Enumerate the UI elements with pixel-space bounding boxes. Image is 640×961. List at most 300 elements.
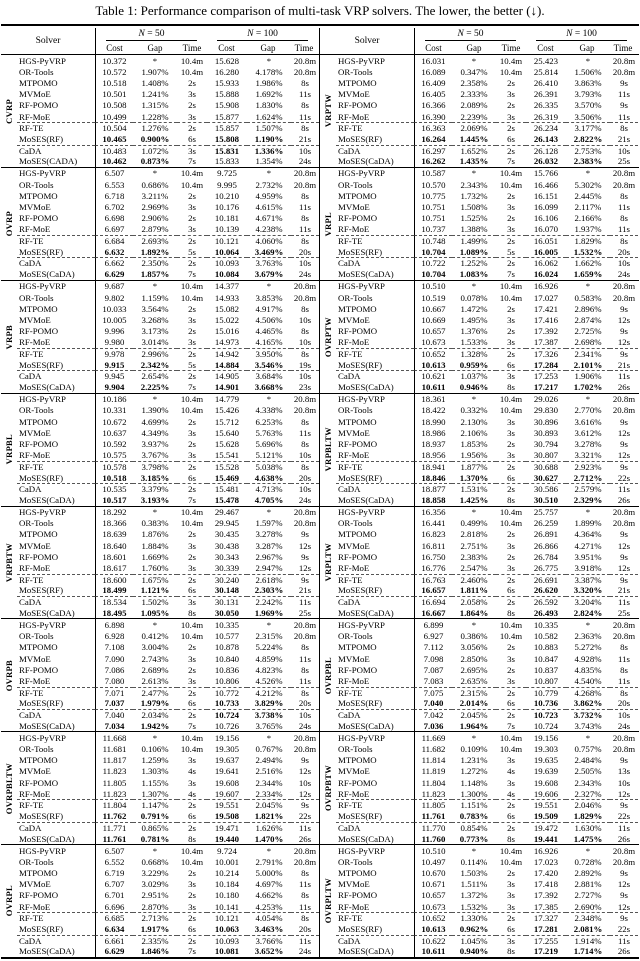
value-cell: 1.276% — [133, 122, 177, 133]
rows-container — [17, 281, 319, 393]
value-cell: * — [152, 281, 158, 292]
table-row — [336, 168, 638, 179]
value-cell: 18.600 — [95, 574, 133, 585]
solver-name: RF-MoE — [19, 224, 51, 235]
table-row — [336, 868, 638, 879]
solver-name: RF-MoE — [338, 901, 370, 912]
value-cell: 3s — [188, 879, 196, 890]
value-cell: 20.8m — [612, 281, 636, 292]
value-cell: 11s — [299, 901, 311, 912]
table-row — [17, 246, 319, 257]
value-cell: 0.412% — [141, 631, 169, 642]
value-cell: 16.062 — [526, 257, 566, 268]
rows-container — [17, 619, 319, 731]
value-cell: 16.356 — [414, 507, 452, 518]
value-cell: 1.372% — [460, 890, 488, 901]
value-cell: 9s — [620, 100, 628, 111]
table-row — [336, 551, 638, 562]
value-cell: * — [152, 845, 158, 856]
value-cell: 3s — [507, 337, 515, 348]
value-cell: 1.159% — [141, 292, 169, 303]
value-cell: 18.422 — [414, 405, 452, 416]
value-cell: 20s — [617, 698, 631, 709]
value-cell: 11s — [299, 879, 311, 890]
solver-name: MoSES(RF) — [19, 924, 63, 935]
value-cell: 4.338% — [255, 405, 283, 416]
value-cell: 10.121 — [207, 912, 247, 923]
table-row — [17, 405, 319, 416]
value-cell: 10.4m — [180, 732, 204, 743]
value-cell: 18.956 — [414, 450, 452, 461]
table-row — [17, 507, 319, 518]
value-cell: 9s — [620, 755, 628, 766]
value-cell: 8s — [507, 833, 515, 844]
value-cell: 18.986 — [414, 427, 452, 438]
right-half-block — [319, 507, 638, 619]
value-cell: 2.579% — [566, 483, 610, 494]
value-cell: * — [585, 507, 591, 518]
value-cell: 26.259 — [533, 518, 559, 529]
value-cell: 1.336% — [247, 145, 291, 156]
table-row — [336, 133, 638, 144]
value-cell: 2.089% — [460, 100, 488, 111]
value-cell: 22s — [617, 472, 631, 483]
value-cell: 15.712 — [214, 416, 240, 427]
value-cell: 3.951% — [574, 551, 602, 562]
value-cell: 24s — [298, 269, 312, 280]
value-cell: 3.766% — [247, 935, 291, 946]
value-cell: 26.775 — [533, 563, 559, 574]
value-cell: 19s — [298, 359, 312, 370]
value-cell: 9s — [610, 574, 638, 585]
table-row — [17, 483, 319, 494]
value-cell: 9s — [291, 799, 319, 810]
value-cell: 10.4m — [499, 845, 523, 856]
solver-name: RF-TE — [17, 574, 95, 585]
value-cell: 7.037 — [95, 698, 133, 709]
value-cell: 8s — [620, 213, 628, 224]
solver-name: MVMoE — [338, 540, 370, 551]
table-row — [336, 201, 638, 212]
solver-name: MVMoE — [338, 427, 370, 438]
group-label: OVRP — [4, 211, 14, 237]
value-cell: 20.8m — [293, 856, 317, 867]
value-cell: 10.840 — [214, 653, 240, 664]
value-cell: 16.099 — [533, 202, 559, 213]
solver-name: RF-MoE — [338, 788, 370, 799]
table-row — [17, 879, 319, 890]
value-cell: 10.4m — [180, 744, 204, 755]
value-cell: 8s — [301, 77, 309, 88]
value-cell: 8s — [507, 946, 515, 957]
value-cell: 3.793% — [574, 89, 602, 100]
value-cell: 6.634 — [95, 923, 133, 934]
value-cell: 8s — [291, 912, 319, 923]
value-cell: 2.343% — [460, 179, 488, 190]
value-cell: 3s — [507, 314, 515, 325]
value-cell: 4.705% — [254, 494, 284, 505]
table-row — [17, 845, 319, 856]
value-cell: 10.570 — [414, 179, 452, 190]
solver-name: MVMoE — [19, 540, 51, 551]
table-row — [336, 507, 638, 518]
value-cell: 6.702 — [95, 201, 133, 212]
value-cell: 19.608 — [214, 777, 240, 788]
header-left-half — [1, 28, 319, 54]
value-cell: 1.702% — [573, 382, 603, 393]
value-cell: 18.495 — [95, 607, 133, 618]
value-cell: 0.783% — [459, 811, 489, 822]
value-cell: 25s — [617, 607, 631, 618]
value-cell: 2.770% — [574, 405, 602, 416]
value-cell: 10.499 — [95, 111, 133, 122]
value-cell: 4.928% — [574, 653, 602, 664]
value-cell: 17.284 — [533, 359, 559, 370]
variant-block-pair — [1, 280, 639, 393]
value-cell: 7.098 — [414, 653, 452, 664]
solver-name: MVMoE — [19, 202, 51, 213]
value-cell: 18.617 — [95, 562, 133, 573]
value-cell: 3.853% — [255, 292, 283, 303]
solver-name: RF-TE — [336, 348, 414, 359]
value-cell: 16.297 — [414, 145, 452, 156]
value-cell: 1.964% — [459, 720, 489, 731]
value-cell: 19.639 — [533, 766, 559, 777]
value-cell: 11.805 — [95, 777, 133, 788]
solver-name: MoSES(RF) — [338, 811, 382, 822]
solver-name: CaDA — [17, 822, 95, 833]
value-cell: 1.692% — [255, 89, 283, 100]
gap-header: Gap — [466, 42, 482, 53]
value-cell: 16.031 — [414, 55, 452, 66]
value-cell: 10.210 — [214, 190, 240, 201]
solver-name: MoSES(CaDA) — [338, 720, 394, 731]
value-cell: 17.217 — [533, 382, 559, 393]
value-cell: 4.835% — [574, 664, 602, 675]
value-cell: 3s — [188, 111, 196, 122]
table-row — [336, 698, 638, 709]
solver-name: MTPOMO — [338, 642, 377, 653]
solver-name: MTPOMO — [19, 868, 58, 879]
value-cell: 18.877 — [414, 483, 452, 494]
value-cell: 11s — [299, 224, 311, 235]
value-cell: 3s — [188, 901, 196, 912]
value-cell: 0.962% — [459, 924, 489, 935]
value-cell: 11.823 — [95, 788, 133, 799]
value-cell: 9.802 — [95, 292, 133, 303]
value-cell: 2.239% — [460, 111, 488, 122]
solver-name: MTPOMO — [338, 190, 377, 201]
value-cell: 3.763% — [247, 257, 291, 268]
value-cell: 20s — [298, 472, 312, 483]
value-cell: 10.587 — [414, 168, 452, 179]
value-cell: 11s — [618, 653, 630, 664]
table-row — [336, 89, 638, 100]
value-cell: 10.652 — [414, 348, 452, 359]
table-row — [17, 755, 319, 766]
solver-name: HGS-PyVRP — [338, 394, 385, 405]
variant-block-pair — [1, 393, 639, 506]
group-label-column — [1, 394, 17, 506]
value-cell: 20s — [617, 246, 631, 257]
value-cell: 10.878 — [214, 642, 240, 653]
value-cell: 11s — [299, 675, 311, 686]
rows-container — [336, 55, 638, 167]
value-cell: 0.383% — [141, 518, 169, 529]
value-cell: * — [266, 168, 272, 179]
table-row — [336, 337, 638, 348]
table-row — [336, 269, 638, 280]
value-cell: 0.757% — [574, 744, 602, 755]
value-cell: 3.173% — [141, 326, 169, 337]
value-cell: 21s — [617, 585, 631, 596]
value-cell: 4.671% — [255, 213, 283, 224]
value-cell: 2.713% — [133, 912, 177, 923]
value-cell: 2.341% — [566, 348, 610, 359]
value-cell: 8s — [291, 461, 319, 472]
value-cell: * — [152, 55, 158, 66]
group-label: VRPBLTW — [323, 427, 333, 472]
value-cell: 10.723 — [526, 709, 566, 720]
table-row — [17, 416, 319, 427]
table-row — [17, 326, 319, 337]
table-row — [17, 811, 319, 822]
table-row — [17, 281, 319, 292]
value-cell: 11s — [299, 89, 311, 100]
value-cell: 10.575 — [95, 450, 133, 461]
value-cell: 16.776 — [414, 562, 452, 573]
value-cell: 3.684% — [247, 370, 291, 381]
value-cell: 10.4m — [499, 281, 523, 292]
value-cell: 26.234 — [526, 122, 566, 133]
value-cell: 10.670 — [414, 868, 452, 879]
value-cell: 8s — [301, 303, 309, 314]
value-cell: 10.836 — [214, 664, 240, 675]
value-cell: * — [152, 732, 158, 743]
value-cell: 20s — [298, 698, 312, 709]
value-cell: 10.497 — [414, 856, 452, 867]
solver-name: OR-Tools — [338, 66, 373, 77]
value-cell: 7s — [507, 269, 515, 280]
value-cell: 3.463% — [254, 924, 284, 935]
solver-name: MTPOMO — [19, 755, 58, 766]
value-cell: 1.148% — [460, 777, 488, 788]
value-cell: 1.630% — [566, 822, 610, 833]
value-cell: 10.671 — [414, 879, 452, 890]
value-cell: 20.8m — [612, 55, 636, 66]
solver-name: MoSES(CaDA) — [19, 494, 75, 505]
solver-name: OR-Tools — [19, 631, 54, 642]
gap-header: Gap — [579, 42, 595, 53]
cost-header: Cost — [425, 42, 442, 53]
value-cell: 3s — [188, 450, 196, 461]
table-row — [17, 89, 319, 100]
solver-name: RF-MoE — [19, 901, 51, 912]
value-cell: 29.830 — [533, 405, 559, 416]
table-row — [17, 901, 319, 912]
table-row — [336, 709, 638, 720]
value-cell: 12s — [298, 766, 312, 777]
group-label: VRPLTW — [323, 543, 333, 582]
value-cell: 16.667 — [414, 607, 452, 618]
value-cell: 19.551 — [526, 799, 566, 810]
value-cell: 2s — [507, 529, 515, 540]
value-cell: 1.907% — [141, 66, 169, 77]
value-cell: 1.121% — [140, 585, 170, 596]
value-cell: 21s — [298, 585, 312, 596]
solver-name: MVMoE — [19, 89, 51, 100]
value-cell: 20.8m — [612, 394, 636, 405]
group-label-column — [320, 168, 336, 280]
value-cell: 10.4m — [180, 179, 204, 190]
value-cell: 11.819 — [414, 766, 452, 777]
value-cell: * — [471, 394, 477, 405]
solver-name: HGS-PyVRP — [338, 619, 385, 630]
value-cell: 30.794 — [533, 438, 559, 449]
value-cell: 1.732% — [460, 190, 488, 201]
value-cell: 10s — [298, 337, 312, 348]
value-cell: 2.484% — [574, 755, 602, 766]
value-cell: 2.892% — [574, 868, 602, 879]
solver-name: MTPOMO — [19, 416, 58, 427]
value-cell: 7.036 — [414, 720, 452, 731]
value-cell: 1.864% — [459, 607, 489, 618]
group-label-column — [1, 732, 17, 844]
value-cell: 7s — [188, 382, 196, 393]
table-row — [17, 472, 319, 483]
value-cell: 20.8m — [293, 507, 317, 518]
value-cell: 3.616% — [574, 416, 602, 427]
value-cell: 8s — [301, 416, 309, 427]
value-cell: 16.811 — [414, 540, 452, 551]
value-cell: 2.727% — [574, 890, 602, 901]
table-row — [336, 574, 638, 585]
value-cell: 24s — [617, 720, 631, 731]
value-cell: 10.637 — [95, 427, 133, 438]
value-cell: 17.416 — [533, 314, 559, 325]
value-cell: 8s — [301, 100, 309, 111]
value-cell: 7.083 — [414, 675, 452, 686]
table-row — [336, 359, 638, 370]
value-cell: 2.344% — [255, 777, 283, 788]
value-cell: 3s — [507, 416, 515, 427]
value-cell: 9.995 — [217, 179, 237, 190]
value-cell: 11.761 — [95, 833, 133, 844]
value-cell: 20.8m — [612, 179, 636, 190]
value-cell: 19.440 — [214, 833, 240, 844]
table-row — [17, 788, 319, 799]
value-cell: 4.917% — [255, 303, 283, 314]
solver-name: MoSES(CaDA) — [338, 833, 394, 844]
value-cell: 17.421 — [533, 303, 559, 314]
value-cell: 10.652 — [414, 912, 452, 923]
value-cell: 3s — [188, 755, 196, 766]
value-cell: 12s — [298, 788, 312, 799]
variant-block-pair — [1, 506, 639, 619]
value-cell: 1.499% — [452, 235, 496, 246]
value-cell: 30.510 — [533, 494, 559, 505]
value-cell: 3.278% — [574, 438, 602, 449]
table-row — [17, 642, 319, 653]
value-cell: 10s — [298, 314, 312, 325]
value-cell: 5.224% — [255, 642, 283, 653]
solver-name: MVMoE — [19, 879, 51, 890]
value-cell: 16.262 — [414, 156, 452, 167]
table-row — [17, 856, 319, 867]
value-cell: 11s — [299, 653, 311, 664]
value-cell: 19.156 — [533, 732, 559, 743]
solver-name: HGS-PyVRP — [19, 55, 66, 66]
value-cell: 2.881% — [574, 879, 602, 890]
value-cell: 29.026 — [533, 394, 559, 405]
value-cell: 2s — [177, 709, 207, 720]
value-cell: 10.335 — [214, 619, 240, 630]
value-cell: 18.990 — [414, 416, 452, 427]
value-cell: 19.637 — [214, 755, 240, 766]
value-cell: 1.089% — [459, 246, 489, 257]
value-cell: 11.804 — [414, 777, 452, 788]
value-cell: 1.470% — [254, 833, 284, 844]
table-row — [17, 381, 319, 392]
value-cell: 2.879% — [141, 224, 169, 235]
value-cell: 10.726 — [214, 720, 240, 731]
table-row — [17, 822, 319, 833]
value-cell: 10.806 — [214, 675, 240, 686]
value-cell: 30.240 — [207, 574, 247, 585]
solver-name: OR-Tools — [338, 518, 373, 529]
value-cell: 1.917% — [140, 924, 170, 935]
value-cell: 10.139 — [214, 224, 240, 235]
value-cell: 10.4m — [499, 394, 523, 405]
value-cell: 0.499% — [460, 518, 488, 529]
value-cell: 30.688 — [526, 461, 566, 472]
value-cell: 10.186 — [95, 394, 133, 405]
value-cell: 1.956% — [460, 450, 488, 461]
cmidrule — [425, 40, 516, 41]
value-cell: 18.361 — [414, 394, 452, 405]
value-cell: 1.846% — [140, 946, 170, 957]
value-cell: 1.506% — [574, 66, 602, 77]
table-row — [17, 348, 319, 359]
value-cell: 9.687 — [95, 281, 133, 292]
solver-name: HGS-PyVRP — [338, 845, 385, 856]
value-cell: 3s — [188, 427, 196, 438]
time-header: Time — [501, 42, 521, 53]
solver-name: MoSES(RF) — [338, 246, 382, 257]
value-cell: 20.8m — [293, 281, 317, 292]
value-cell: 0.728% — [574, 856, 602, 867]
solver-name: MoSES(CaDA) — [338, 382, 394, 393]
value-cell: 26.891 — [533, 529, 559, 540]
solver-name: CaDA — [17, 935, 95, 946]
value-cell: 4.526% — [255, 675, 283, 686]
solver-name: RF-POMO — [19, 100, 59, 111]
value-cell: 3.652% — [254, 946, 284, 957]
value-cell: 6s — [188, 698, 196, 709]
value-cell: 19.472 — [526, 822, 566, 833]
value-cell: 7s — [188, 494, 196, 505]
value-cell: 0.668% — [141, 856, 169, 867]
value-cell: 10.673 — [414, 337, 452, 348]
value-cell: 1.857% — [140, 269, 170, 280]
value-cell: 3s — [496, 935, 526, 946]
solver-name: RF-POMO — [338, 326, 378, 337]
value-cell: 2s — [177, 370, 207, 381]
value-cell: 2.906% — [141, 213, 169, 224]
solver-name: HGS-PyVRP — [19, 507, 66, 518]
value-cell: 10s — [291, 370, 319, 381]
value-cell: 3s — [188, 653, 196, 664]
